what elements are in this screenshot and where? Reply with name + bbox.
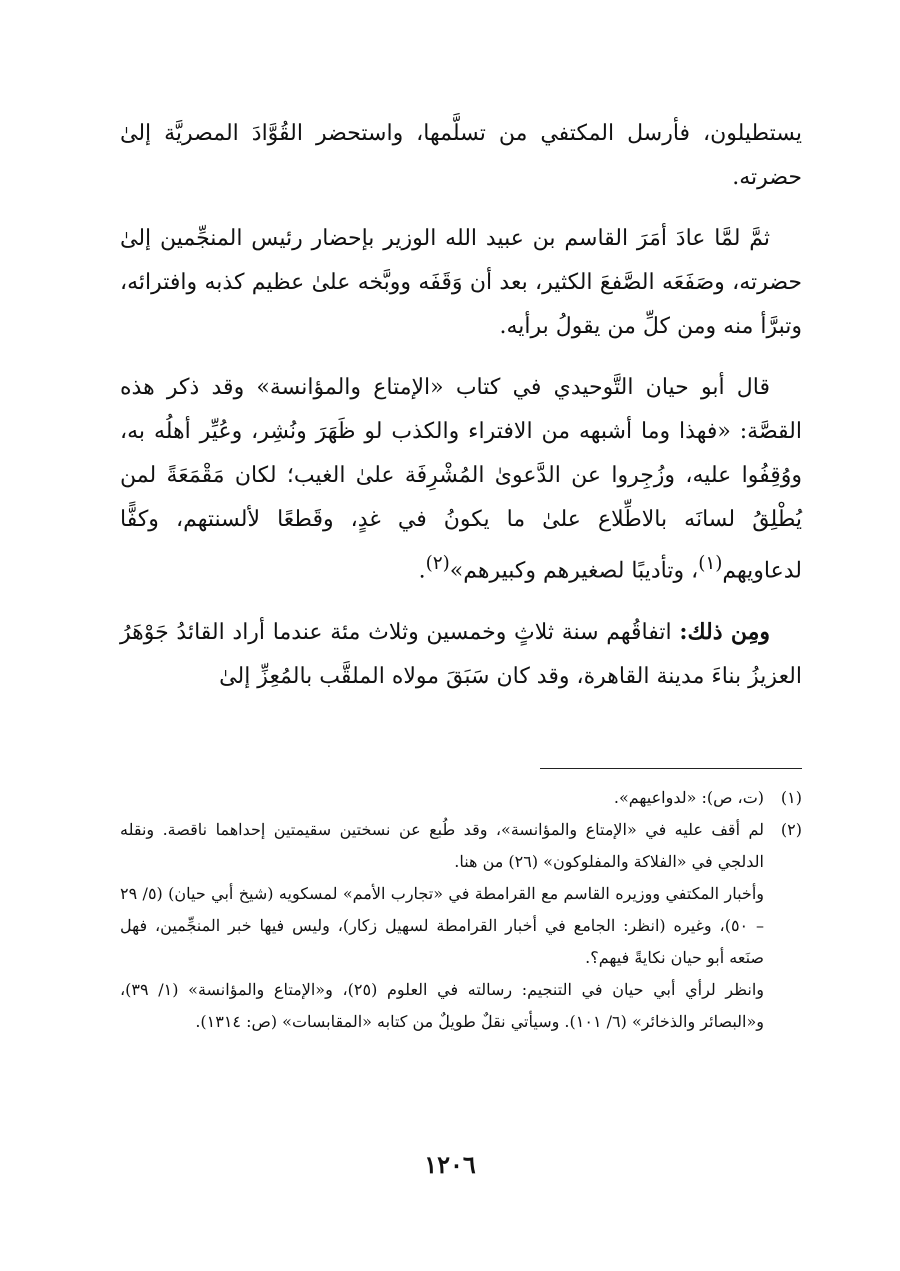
footnote-2-number: (٢) (780, 820, 802, 839)
paragraph-3-mid: ، وتأديبًا لصغيرهم وكبيرهم» (449, 558, 699, 584)
paragraph-2-text: ثمَّ لمَّا عادَ أمَرَ القاسم بن عبيد الله الوزير بإحضار رئيس المنجِّمين إلىٰ حضرته، وصَفَعَه الصَّفعَ الكثير، بعد أن وَقَفَه ووبَّخه علىٰ عظيم كذبه وافترائه، وتبرَّأ منه ومن كلِّ من يقولُ برأيه. (120, 226, 802, 339)
footnote-2-line-2: وأخبار المكتفي ووزيره القاسم مع القرامطة في «تجارب الأمم» لمسكويه (شيخ أبي حيان) (٥/ ٢٩ – ٥٠)، وغيره (انظر: الجامع في أخبار القرامطة لسهيل زكار)، وليس فيها خبر المنجِّمين، فهل صنَعه أبو حيان نكايةً فيهم؟. (120, 884, 764, 967)
paragraph-3 (120, 366, 802, 593)
footnote-ref-1: (١) (698, 553, 723, 574)
footnote-1-body (120, 782, 764, 814)
footnote-separator (540, 768, 802, 769)
footnote-1 (120, 782, 802, 814)
paragraph-4-lead: ومِن ذلك: (679, 619, 771, 646)
main-text (120, 112, 802, 716)
footnote-2-body (120, 814, 764, 1038)
footnote-2 (120, 814, 802, 1038)
paragraph-1 (120, 112, 802, 200)
footnote-ref-2: (٢) (425, 553, 450, 574)
footnote-2-line-3: وانظر لرأي أبي حيان في التنجيم: رسالته في العلوم (٢٥)، و«الإمتاع والمؤانسة» (١/ ٣٩)، و«البصائر والذخائر» (٦/ ١٠١). وسيأتي نقلٌ طويلٌ من كتابه «المقابسات» (ص: ١٣١٤). (120, 980, 765, 1031)
paragraph-4-text: اتفاقُهم سنة ثلاثٍ وخمسين وثلاث مئة عندما أراد القائدُ جَوْهَرُ العزيزُ بناءَ مدينة القاهرة، وقد كان سَبَقَ مولاه الملقَّب بالمُعِزِّ إلىٰ (120, 620, 802, 690)
paragraph-2 (120, 217, 802, 349)
paragraph-3-text: قال أبو حيان التَّوحيدي في كتاب «الإمتاع والمؤانسة» وقد ذكر هذه القصَّة: «فهذا وما أشبهه من الافتراء والكذب لو ظَهَرَ ونُشِر، وعُيِّر أهلُه به، ووُقِفُوا عليه، وزُجِروا عن الدَّعوىٰ المُشْرِفَة علىٰ الغيب؛ لكان مَقْمَعَةً لمن يُطْلِقُ لسانَه بالاطِّلاع علىٰ ما يكونُ في غدٍ، وقَطعًا لألسنتهم، وكفًّا لدعاويهم (120, 375, 802, 584)
footnote-1-number: (١) (780, 788, 802, 807)
page-number: ١٢٠٦ (424, 1150, 476, 1179)
paragraph-3-end: . (418, 558, 426, 584)
footnote-1-line-1: (ت، ص): «لدواعيهم». (613, 788, 764, 807)
paragraph-1-text: يستطيلون، فأرسل المكتفي من تسلَّمها، واستحضر القُوَّادَ المصريَّة إلىٰ حضرته. (120, 121, 802, 190)
footnotes (120, 782, 802, 1038)
footnote-2-line-1: لم أقف عليه في «الإمتاع والمؤانسة»، وقد طُبع عن نسختين سقيمتين إحداهما ناقصة. ونقله الدلجي في «الفلاكة والمفلوكون» (٢٦) من هنا. (120, 820, 765, 871)
paragraph-4 (120, 610, 802, 699)
